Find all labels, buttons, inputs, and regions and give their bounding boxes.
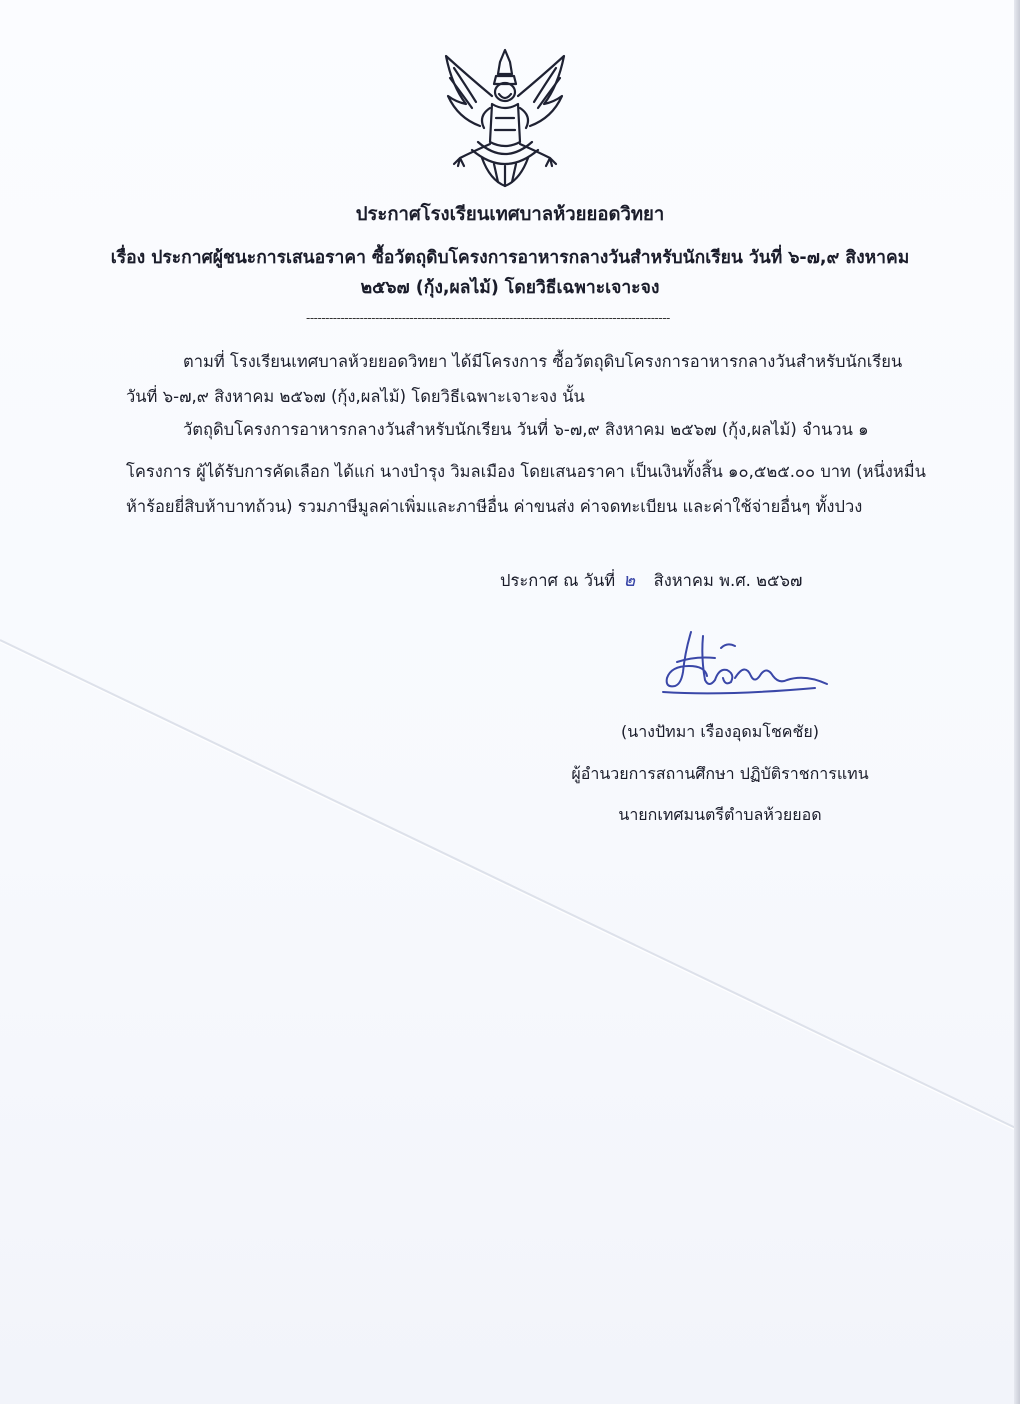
paragraph-2-line-1: วัตถุดิบโครงการอาหารกลางวันสำหรับนักเรียน วันที่ ๖-๗,๙ สิงหาคม ๒๕๖๗ (กุ้ง,ผลไม้) จำนวน ๑ <box>183 420 869 439</box>
signatory-position-2: นายกเทศมนตรีตำบลห้วยยอด <box>618 805 822 824</box>
paragraph-1-line-1: ตามที่ โรงเรียนเทศบาลห้วยยอดวิทยา ได้มีโครงการ ซื้อวัตถุดิบโครงการอาหารกลางวันสำหรับนักเรียน <box>183 352 903 371</box>
date-prefix: ประกาศ ณ วันที่ <box>500 571 616 590</box>
paragraph-2-line-3: ห้าร้อยยี่สิบห้าบาทถ้วน) รวมภาษีมูลค่าเพิ่มและภาษีอื่น ค่าขนส่ง ค่าจดทะเบียน และค่าใช้จ่ายอื่นๆ ทั้งปวง <box>126 497 863 516</box>
announcement-title: ประกาศโรงเรียนเทศบาลห้วยยอดวิทยา <box>355 204 665 225</box>
signatory-name: (นางปัทมา เรืองอุดมโชคชัย) <box>621 722 819 741</box>
date-day-handwritten: ๒ <box>623 570 636 591</box>
garuda-emblem-icon <box>432 46 578 192</box>
announcement-date <box>500 565 802 594</box>
signatory-position-1: ผู้อำนวยการสถานศึกษา ปฏิบัติราชการแทน <box>571 764 869 783</box>
subject-line-2: ๒๕๖๗ (กุ้ง,ผลไม้) โดยวิธีเฉพาะเจาะจง <box>360 278 660 298</box>
subject-line-1: เรื่อง ประกาศผู้ชนะการเสนอราคา ซื้อวัตถุดิบโครงการอาหารกลางวันสำหรับนักเรียน วันที่ ๖-๗,๙ สิงหาคม <box>110 248 910 268</box>
paragraph-1-line-2: วันที่ ๖-๗,๙ สิงหาคม ๒๕๖๗ (กุ้ง,ผลไม้) โดยวิธีเฉพาะเจาะจง นั้น <box>126 387 585 406</box>
paragraph-2-line-2: โครงการ ผู้ได้รับการคัดเลือก ได้แก่ นางบำรุง วิมลเมือง โดยเสนอราคา เป็นเงินทั้งสิ้น ๑๐,๕๒๕.๐๐ บาท (หนึ่งหมื่น <box>126 462 926 481</box>
handwritten-signature <box>655 622 835 700</box>
separator-line: ----------------------------------------------------------------------------------------------- <box>306 311 670 325</box>
date-month-year: สิงหาคม พ.ศ. ๒๕๖๗ <box>653 571 803 590</box>
